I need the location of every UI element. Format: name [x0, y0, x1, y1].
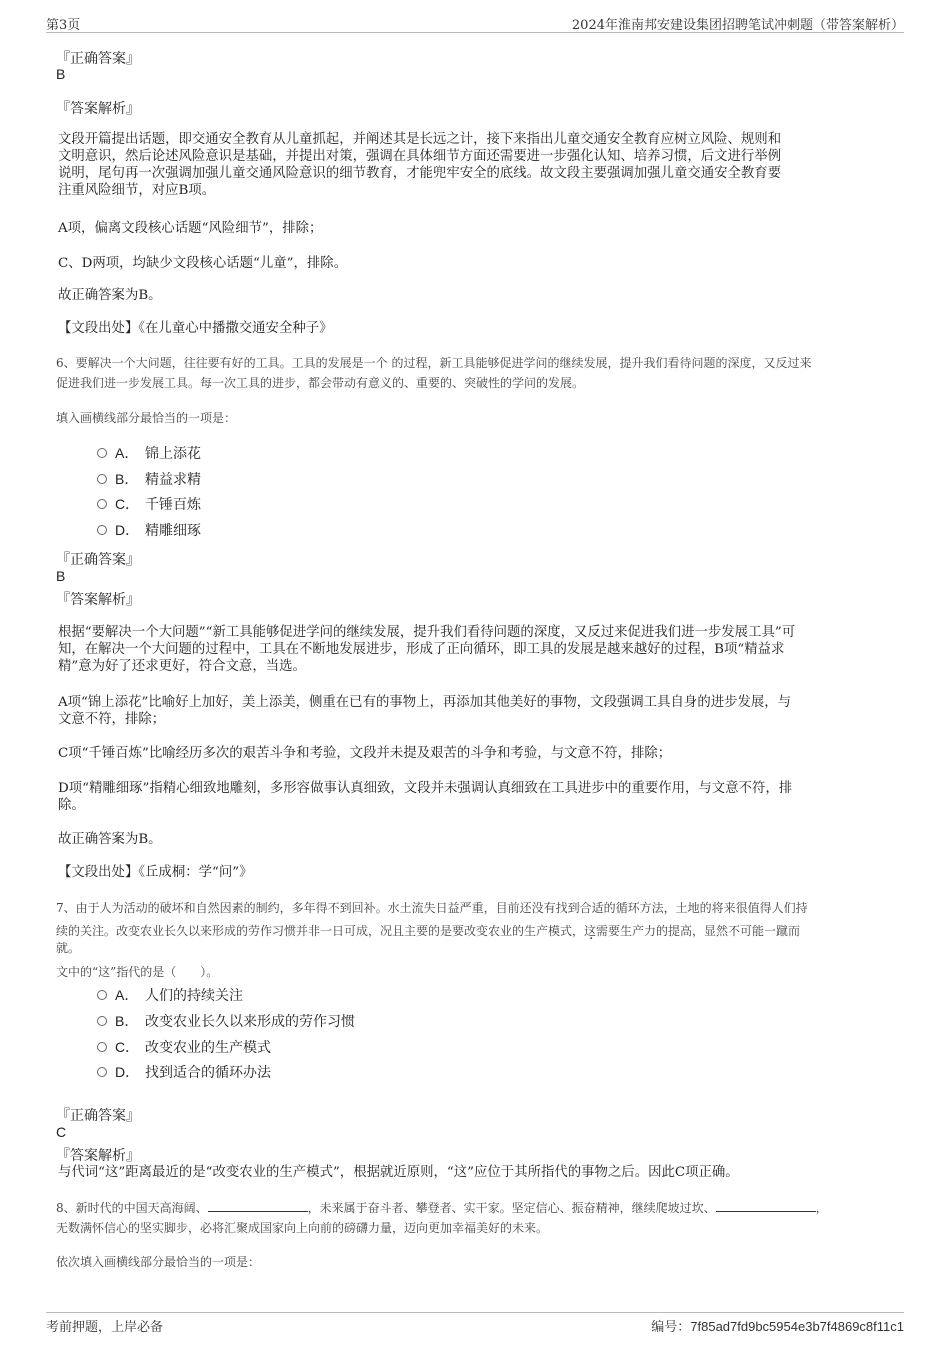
document-code: 编号：7f85ad7fd9bc5954e3b7f4869c8f11c1	[651, 1319, 904, 1334]
q7-stem-part: 需要生产力的提高，显然不可能一蹴而	[596, 924, 801, 938]
q7-analysis-label: 『答案解析』	[56, 1148, 140, 1164]
q6-option-a[interactable]	[97, 443, 201, 463]
q6-analysis-line: 知，在解决一个大问题的过程中，工具在不断地发展进步，形成了正向循环，即工具的发展是越来越好的过程，B项“精益求	[58, 642, 785, 657]
q6-answer-label: 『正确答案』	[56, 552, 140, 568]
q6-option-d-analysis	[58, 780, 792, 814]
q6-option-b[interactable]	[97, 469, 201, 489]
option-text: 人们的持续关注	[145, 988, 243, 1004]
option-text: 精益求精	[145, 472, 201, 488]
radio-icon[interactable]	[97, 499, 107, 509]
q6-stem	[56, 353, 811, 393]
q8-stem-line: 无数满怀信心的坚实脚步，必将汇聚成国家向上向前的磅礴力量，迈向更加幸福美好的未来。	[56, 1221, 549, 1235]
q6-prompt: 填入画横线部分最恰当的一项是：	[56, 411, 237, 425]
radio-icon[interactable]	[97, 1067, 107, 1077]
option-key: D．	[115, 1064, 140, 1080]
q6-analysis	[58, 624, 795, 675]
q8-stem-part: 8、新时代的中国天高海阔、	[56, 1201, 208, 1215]
q8-blank-1	[208, 1200, 308, 1212]
q6-d-line: 除。	[58, 798, 85, 813]
q5-option-cd-analysis: C、D两项，均缺少文段核心话题“儿童”，排除。	[58, 256, 348, 271]
q5-option-a-analysis: A项，偏离文段核心话题“风险细节”，排除；	[58, 221, 323, 236]
option-key: D．	[115, 522, 140, 538]
footer-slogan: 考前押题，上岸必备	[46, 1320, 164, 1335]
q8-stem-part: ，	[815, 1201, 828, 1215]
q6-analysis-label: 『答案解析』	[56, 592, 140, 608]
option-key: B．	[115, 1013, 139, 1029]
radio-icon[interactable]	[97, 1042, 107, 1052]
q6-a-line: A项“锦上添花”比喻好上加好，美上添美，侧重在已有的事物上，再添加其他美好的事物，文段强调工具自身的进步发展，与	[58, 695, 792, 710]
q6-option-c[interactable]	[97, 494, 201, 514]
option-text: 改变农业的生产模式	[145, 1040, 271, 1056]
q5-answer: B	[56, 66, 66, 82]
page-footer	[46, 1312, 904, 1337]
option-key: B．	[115, 471, 139, 487]
q6-stem-line: 6、要解决一个大问题，往往要有好的工具。工具的发展是一个 的过程，新工具能够促进学问的继续发展，提升我们看待问题的深度，又反过来	[56, 356, 812, 370]
q7-stem	[56, 898, 901, 958]
q8-stem-part: ，未来属于奋斗者、攀登者、实干家。坚定信心、振奋精神，继续爬坡过坎、	[307, 1201, 716, 1215]
q7-emphasis-word: 这	[584, 924, 597, 938]
q6-option-a-analysis	[58, 694, 791, 728]
q6-analysis-line: 精”意为好了还求更好，符合文意，当选。	[58, 659, 306, 674]
q7-stem-line: 就。	[56, 941, 81, 955]
radio-icon[interactable]	[97, 990, 107, 1000]
q7-option-c[interactable]	[97, 1037, 271, 1057]
q7-analysis: 与代词“这”距离最近的是“改变农业的生产模式”，根据就近原则，“这”应位于其所指代的事物之后。因此C项正确。	[58, 1165, 739, 1180]
q7-option-b[interactable]	[97, 1011, 355, 1031]
q6-answer: B	[56, 568, 66, 584]
q7-prompt: 文中的“这”指代的是（ ）。	[56, 965, 219, 979]
option-text: 改变农业长久以来形成的劳作习惯	[145, 1014, 355, 1030]
q6-stem-line: 促进我们进一步发展工具。每一次工具的进步，都会带动有意义的、重要的、突破性的学问的发展。	[56, 376, 585, 390]
q7-answer-label: 『正确答案』	[56, 1108, 140, 1124]
q7-answer: C	[56, 1124, 67, 1140]
q5-answer-label: 『正确答案』	[56, 51, 140, 67]
q8-stem-line	[56, 1198, 906, 1218]
q5-conclusion: 故正确答案为B。	[58, 288, 162, 303]
option-text: 精雕细琢	[145, 523, 201, 539]
option-key: A．	[115, 987, 139, 1003]
q7-option-d[interactable]	[97, 1062, 271, 1082]
radio-icon[interactable]	[97, 525, 107, 535]
q6-conclusion: 故正确答案为B。	[58, 832, 162, 847]
q5-analysis-line: 注重风险细节，对应B项。	[58, 183, 216, 198]
q5-analysis-label: 『答案解析』	[56, 101, 140, 117]
q5-analysis-line: 文明意识，然后论述风险意识是基础，并提出对策，强调在具体细节方面还需要进一步强化认知、培养习惯，后文进行举例	[58, 149, 782, 164]
option-key: C．	[115, 1039, 140, 1055]
q8-stem	[56, 1198, 906, 1238]
q5-analysis-line: 文段开篇提出话题，即交通安全教育从儿童抓起，并阐述其是长远之计，接下来指出儿童交通安全教育应树立风险、规则和	[58, 132, 782, 147]
q7-stem-line: 7、由于人为活动的破坏和自然因素的制约，多年得不到回补。水土流失日益严重，目前还没有找到合适的循环方法，土地的将来很值得人们持	[56, 901, 808, 915]
page-header	[46, 12, 904, 33]
q6-d-line: D项“精雕细琢”指精心细致地雕刻，多形容做事认真细致，文段并未强调认真细致在工具进步中的重要作用，与文意不符，排	[58, 781, 793, 796]
option-text: 锦上添花	[145, 446, 201, 462]
radio-icon[interactable]	[97, 1016, 107, 1026]
q6-analysis-line: 根据“要解决一个大问题”“新工具能够促进学问的继续发展，提升我们看待问题的深度，又反过来促进我们进一步发展工具”可	[58, 625, 796, 640]
q6-option-d[interactable]	[97, 520, 201, 540]
q8-prompt: 依次填入画横线部分最恰当的一项是：	[56, 1255, 261, 1269]
q6-a-line: 文意不符，排除；	[58, 712, 166, 727]
q5-analysis-line: 说明，尾句再一次强调加强儿童交通风险意识的细节教育，才能兜牢安全的底线。故文段主要强调加强儿童交通安全教育要	[58, 166, 782, 181]
radio-icon[interactable]	[97, 448, 107, 458]
q8-blank-2	[716, 1200, 816, 1212]
option-key: C．	[115, 496, 140, 512]
option-text: 找到适合的循环办法	[145, 1065, 271, 1081]
page-number: 第3页	[46, 18, 81, 33]
q6-option-c-analysis: C项“千锤百炼”比喻经历多次的艰苦斗争和考验，文段并未提及艰苦的斗争和考验，与文意不符，排除；	[58, 746, 672, 761]
q7-stem-part: 续的关注。改变农业长久以来形成的劳作习惯并非一日可成，况且主要的是要改变农业的生产模式，	[56, 924, 585, 938]
document-title: 2024年淮南邦安建设集团招聘笔试冲刺题（带答案解析）	[571, 18, 904, 33]
radio-icon[interactable]	[97, 474, 107, 484]
q5-source: 【文段出处】《在儿童心中播撒交通安全种子》	[58, 321, 333, 336]
q7-option-a[interactable]	[97, 985, 243, 1005]
option-key: A．	[115, 445, 139, 461]
q5-analysis	[58, 131, 781, 199]
q7-stem-line	[56, 921, 901, 941]
q6-source: 【文段出处】《丘成桐：学“问”》	[58, 865, 253, 880]
option-text: 千锤百炼	[145, 497, 201, 513]
